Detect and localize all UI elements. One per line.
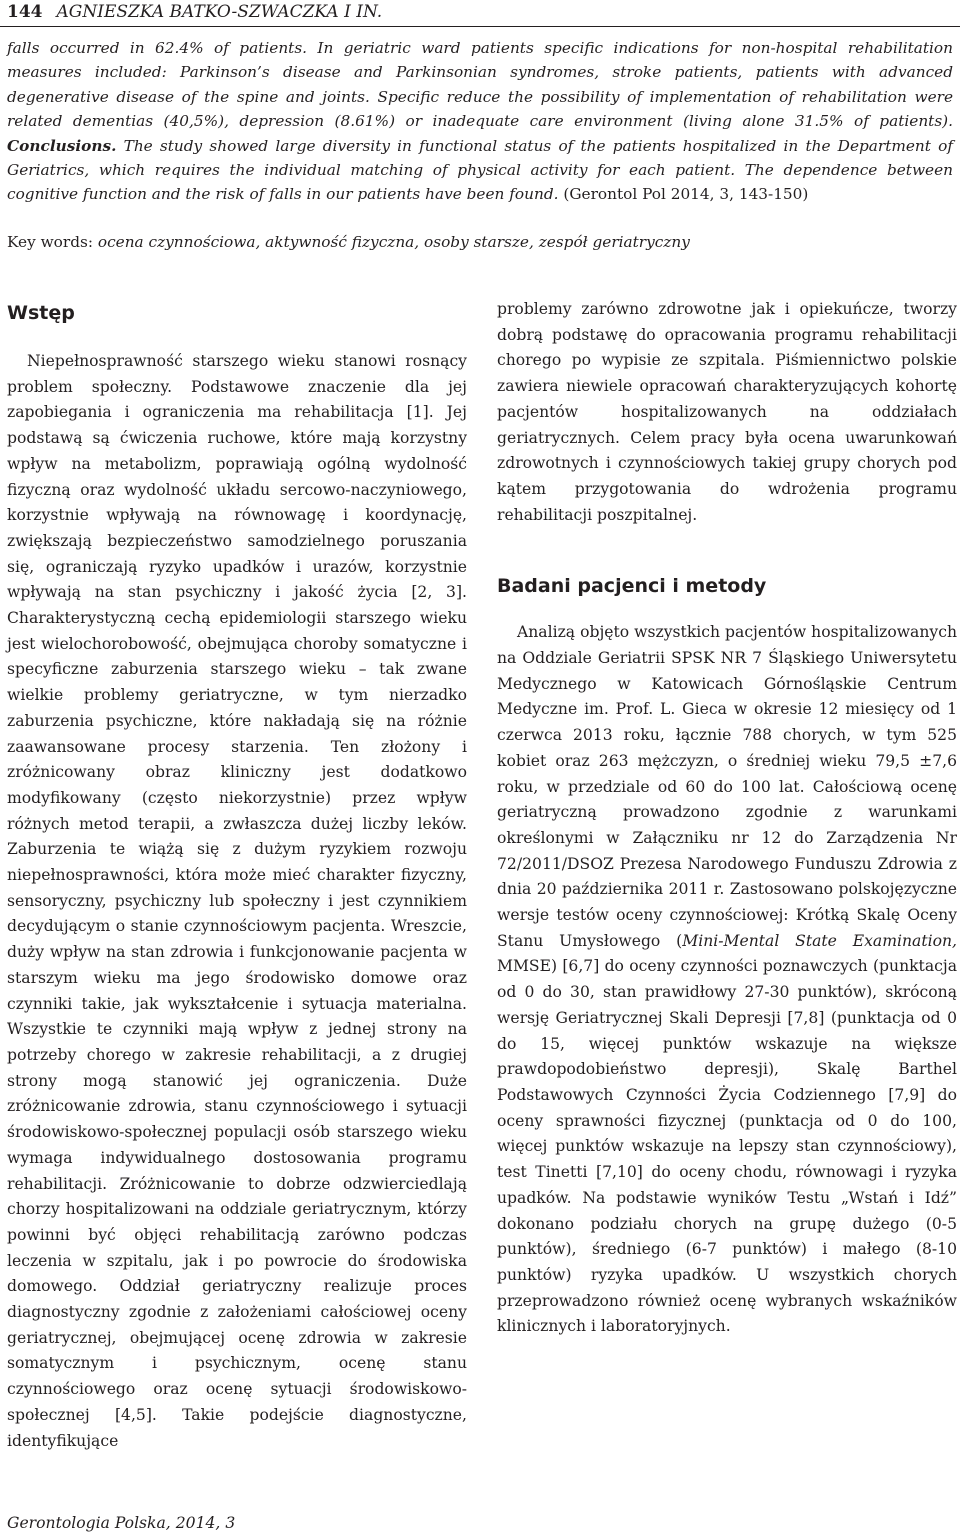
journal-footer: Gerontologia Polska, 2014, 3 bbox=[7, 1514, 236, 1532]
introduction-paragraph-continued: problemy zarówno zdrowotne jak i opiekuńcze, tworzy dobrą podstawę do opracowania programu rehabilitacji chorego po wypisie ze szpitala. Piśmiennictwo polskie zawiera niewiele opracowań charakteryzujących kohortę pacjentów hospitalizowanych na oddziałach geriatrycznych. Celem pracy była ocena uwarunkowań zdrowotnych i czynnościowych takiej grupy chorych pod kątem przygotowania do wdrożenia programu rehabilitacji poszpitalnej. bbox=[497, 300, 957, 524]
abstract-continuation bbox=[7, 36, 953, 207]
section-heading-methods: Badani pacjenci i metody bbox=[497, 575, 767, 598]
running-head-authors: AGNIESZKA BATKO-SZWACZKA I IN. bbox=[56, 2, 383, 22]
abstract-conclusions-text: The study showed large diversity in functional status of the patients hospitalized in the Department of Geriatrics, which requires the individual matching of physical activity for each patient. The dependence between cognitive function and the risk of falls in our patients have been found. bbox=[7, 136, 953, 204]
methods-text-part1: Analizą objęto wszystkich pacjentów hospitalizowanych na Oddziale Geriatrii SPSK NR 7 Śląskiego Uniwersytetu Medycznego w Katowicach Górnośląskie Centrum Medyczne im. Prof. L. Gieca w okresie 12 miesięcy od 1 czerwca 2013 roku, łącznie 788 chorych, w tym 525 kobiet oraz 263 mężczyzn, o średniej wieku 79,5 ±7,6 roku, w przedziale od 60 do 100 lat. Całościową ocenę geriatryczną prowadzono zgodnie z warunkami określonymi w Załączniku nr 12 do Zarządzenia Nr 72/2011/DSOZ Prezesa Narodowego Funduszu Zdrowia z dnia 20 października 2011 r. Zastosowano polskojęzyczne wersje testów oceny czynnościowej: Krótką Skalę Oceny Stanu Umysłowego ( bbox=[497, 623, 957, 950]
keywords-value: ocena czynnościowa, aktywność fizyczna, osoby starsze, zespół geriatryczny bbox=[97, 233, 690, 251]
page-header bbox=[7, 0, 953, 24]
section-heading-introduction: Wstęp bbox=[7, 302, 75, 324]
section-spacer bbox=[497, 528, 957, 572]
conclusions-label: Conclusions. bbox=[7, 136, 117, 155]
right-column bbox=[497, 297, 957, 1340]
header-divider bbox=[0, 26, 960, 27]
introduction-paragraph: Niepełnosprawność starszego wieku stanowi rosnący problem społeczny. Podstawowe znaczenie dla jej zapobiegania i ograniczenia ma rehabilitacja [1]. Jej podstawą są ćwiczenia ruchowe, które mają korzystny wpływ na metabolizm, poprawiają ogólną wydolność fizyczną oraz wydolność układu sercowo-naczyniowego, korzystnie wpływają na równowagę i koordynację, zwiększają bezpieczeństwo samodzielnego poruszania się, ograniczają ryzyko upadków i urazów, korzystnie wpływają na stan psychiczny i jakość życia [2, 3]. Charakterystyczną cechą epidemiologii starszego wieku jest wielochorobowość, obejmująca choroby somatyczne i specyficzne zaburzenia starszego wieku – tak zwane wielkie problemy geriatryczne, w tym nierzadko zaburzenia psychiczne, które nakładają się na różnie zaawansowane procesy starzenia. Ten złożony i zróżnicowany obraz kliniczny jest dodatkowo modyfikowany (często niekorzystnie) przez wpływ różnych metod terapii, a zwłaszcza dużej liczby leków. Zaburzenia te wiążą się z dużym ryzykiem rozwoju niepełnosprawności, która może mieć charakter fizyczny, sensoryczny, psychiczny lub społeczny i jest czynnikiem decydującym o stanie czynnościowym pacjenta. Wreszcie, duży wpływ na stan zdrowia i funkcjonowanie pacjenta w starszym wieku ma jego środowisko domowe oraz czynniki takie, jak wykształcenie i sytuacja materialna. Wszystkie te czynniki mają wpływ z jednej strony na potrzeby chorego w zakresie rehabilitacji, a z drugiej strony mogą stanowić jej ograniczenia. Duże zróżnicowanie zdrowia, stanu czynnościowego i sytuacji środowiskowo-społecznej populacji osób starszego wieku wymaga indywidualnego dostosowania programu rehabilitacji. Zróżnicowanie to dobrze odzwierciedlają chorzy hospitalizowani na oddziale geriatrycznym, którzy powinni być objęci rehabilitacją zarówno podczas leczenia w szpitalu, jak i po powrocie do środowiska domowego. Oddział geriatryczny realizuje proces diagnostyczny zgodnie z założeniami całościowej oceny geriatrycznej, obejmującej ocenę zdrowia w zakresie somatycznym i psychicznym, ocenę stanu czynnościowego oraz ocenę sytuacji środowiskowo-społecznej [4,5]. Takie podejście diagnostyczne, identyfikujące bbox=[7, 352, 467, 1450]
mmse-full-name: Mini-Mental State Examination, bbox=[682, 931, 957, 950]
abstract-text: falls occurred in 62.4% of patients. In geriatric ward patients specific indications for non-hospital rehabilitation measures included: Parkinson’s disease and Parkinsonian syndromes, stroke patients, patients with advanced degenerative disease of the spine and joints. Specific reduce the possibility of implementation of rehabilitation were related dementias (40,5%), depression (8.61%) or inadequate care environment (living alone 31.5% of patients). bbox=[7, 39, 953, 131]
keywords-line bbox=[7, 230, 953, 254]
methods-paragraph bbox=[497, 620, 957, 1340]
methods-text-part2: MMSE) [6,7] do oceny czynności poznawczych (punktacja od 0 do 30, stan prawidłowy 27-30 punktów), skróconą wersję Geriatrycznej Skali Depresji [7,8] (punktacja od 0 do 15, więcej punktów wskazuje na większe prawdopodobieństwo depresji), Skalę Barthel Podstawowych Czynności Życia Codziennego [7,9] do oceny sprawności fizycznej (punktacja od 0 do 100, więcej punktów wskazuje na lepszy stan czynnościowy), test Tinetti [7,10] do oceny chodu, równowagi i ryzyka upadków. Na podstawie wyników Testu „Wstań i Idź” dokonano podziału chorych na grupę dużego (0-5 punktów), średniego (6-7 punktów) i małego (8-10 punktów) ryzyka upadków. U wszystkich chorych przeprowadzono również ocenę wybranych wskaźników klinicznych i laboratoryjnych. bbox=[497, 957, 957, 1336]
page-number: 144 bbox=[7, 2, 43, 22]
abstract-citation: (Gerontol Pol 2014, 3, 143-150) bbox=[563, 185, 809, 204]
left-column bbox=[7, 297, 467, 1454]
keywords-label: Key words: bbox=[7, 233, 93, 251]
